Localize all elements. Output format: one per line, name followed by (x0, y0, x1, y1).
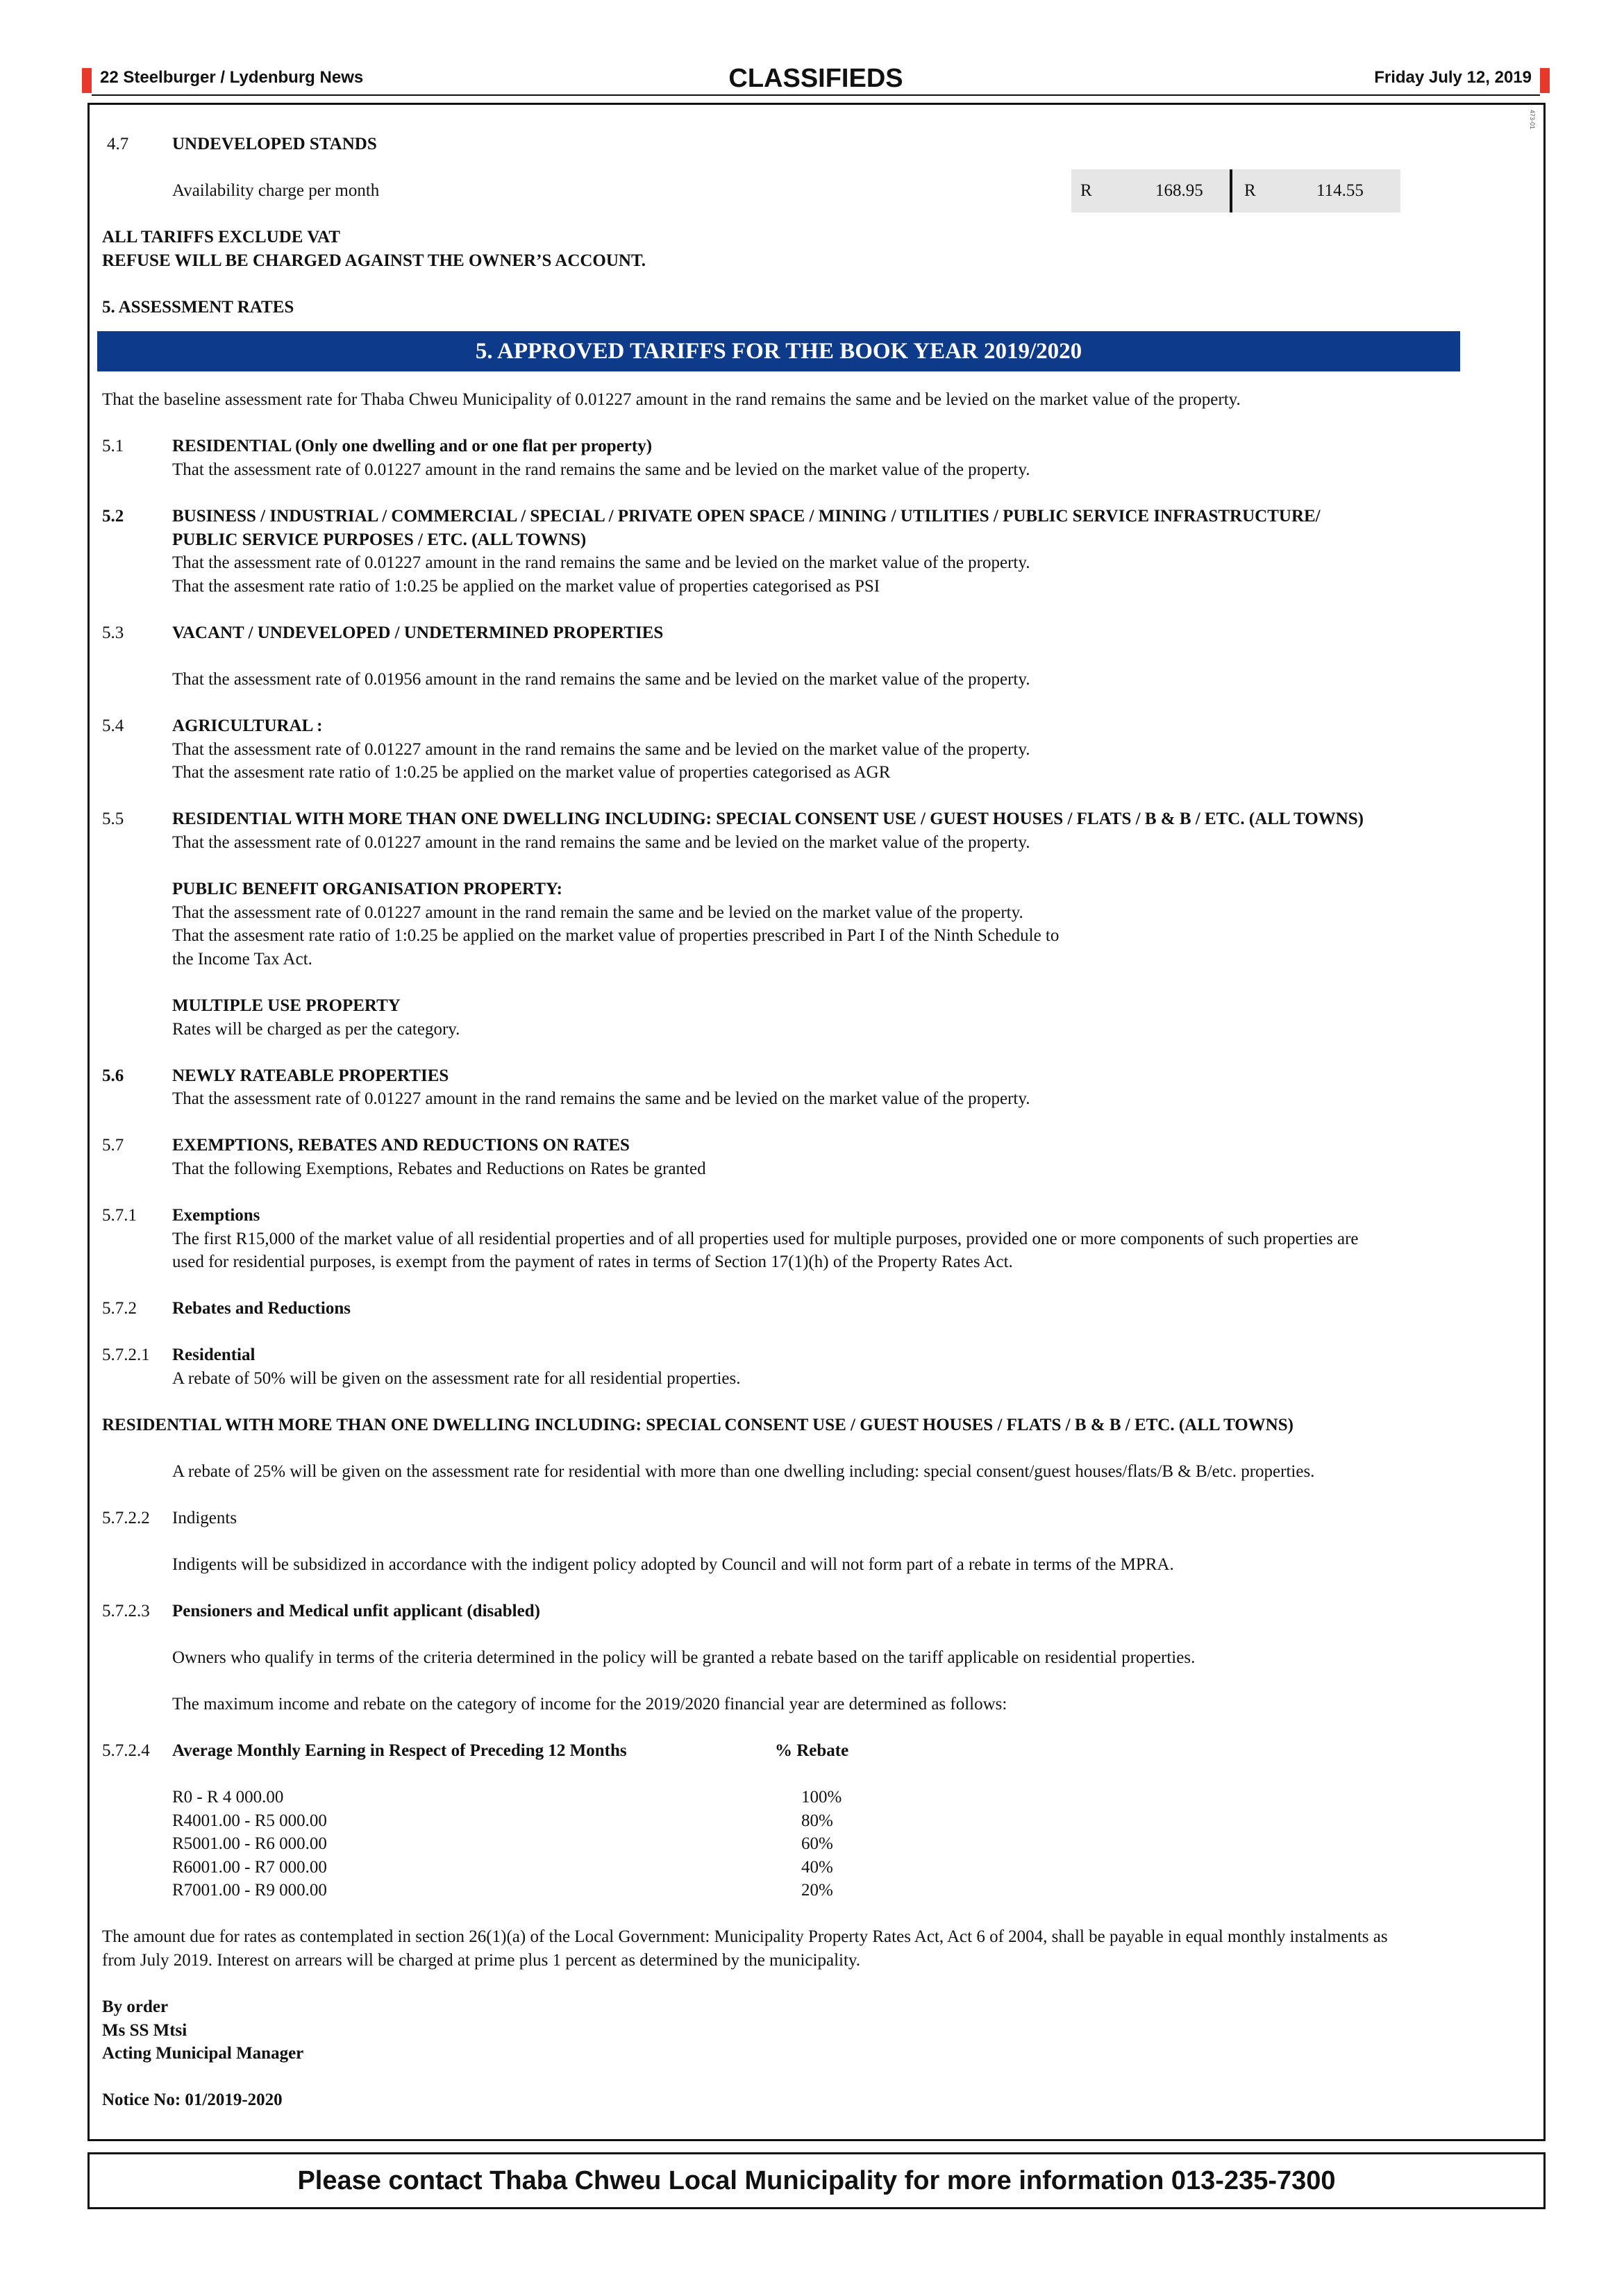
section-number: 5.7.2.4 (102, 1741, 150, 1760)
section-number: 5.7.2.3 (102, 1602, 150, 1620)
contact-footer: Please contact Thaba Chweu Local Municipality for more information 013-235-7300 (87, 2152, 1546, 2209)
table-cell-range: R6001.00 - R7 000.00 (172, 1858, 327, 1877)
section-number: 5.7.2 (102, 1299, 137, 1318)
table-cell-range: R5001.00 - R6 000.00 (172, 1834, 327, 1853)
section-title: Exemptions (172, 1206, 260, 1225)
section-title: Indigents (172, 1509, 237, 1527)
section-text: That the assessment rate of 0.01956 amount in the rand remains the same and be levied on the market value of the property. (172, 670, 1030, 689)
section-text: That the assessment rate of 0.01227 amount in the rand remain the same and be levied on the market value of the property. (172, 903, 1023, 922)
section-title: RESIDENTIAL WITH MORE THAN ONE DWELLING INCLUDING: SPECIAL CONSENT USE / GUEST HOUSES / FLATS / B & B / ETC. (ALL TOWNS) (172, 810, 1364, 828)
page-header (82, 64, 1550, 96)
ad-code: 473-01 (1529, 110, 1536, 130)
section-number: 5.7.1 (102, 1206, 137, 1225)
section-text: The maximum income and rebate on the category of income for the 2019/2020 financial year are determined as follows: (172, 1695, 1007, 1713)
table-cell-rebate: 40% (801, 1858, 833, 1877)
table-header-rebate: % Rebate (775, 1741, 849, 1760)
section-number: 5.6 (102, 1066, 124, 1085)
section-text: Owners who qualify in terms of the criteria determined in the policy will be granted a rebate based on the tariff applicable on residential properties. (172, 1648, 1196, 1667)
section-number: 5.7.2.1 (102, 1346, 150, 1364)
section-text: used for residential purposes, is exempt from the payment of rates in terms of Section 17(1)(h) of the Property Rates Act. (172, 1252, 1013, 1271)
section-number: 5.3 (102, 623, 124, 642)
table-cell-rebate: 60% (801, 1834, 833, 1853)
section-text: That the assesment rate ratio of 1:0.25 be applied on the market value of properties prescribed in Part I of the Ninth Schedule to (172, 926, 1060, 945)
section-title: VACANT / UNDEVELOPED / UNDETERMINED PROPERTIES (172, 623, 664, 642)
tariff-divider (1230, 169, 1232, 212)
section-number: 5.2 (102, 507, 124, 526)
section-text: That the following Exemptions, Rebates and Reductions on Rates be granted (172, 1159, 706, 1178)
subsection-title: PUBLIC BENEFIT ORGANISATION PROPERTY: (172, 880, 562, 898)
currency-label: R (1080, 181, 1092, 200)
section-text: A rebate of 25% will be given on the assessment rate for residential with more than one dwelling including: special consent/guest houses/flats/B & B/etc. properties. (172, 1462, 1315, 1481)
assessment-heading: 5. ASSESSMENT RATES (102, 298, 294, 317)
table-header-earning: Average Monthly Earning in Respect of Preceding 12 Months (172, 1741, 627, 1760)
section-number: 4.7 (107, 135, 129, 153)
vat-note: ALL TARIFFS EXCLUDE VAT (102, 228, 340, 246)
closing-text: from July 2019. Interest on arrears will be charged at prime plus 1 percent as determined by the municipality. (102, 1951, 861, 1970)
section-title: RESIDENTIAL (Only one dwelling and or one flat per property) (172, 437, 653, 455)
publication-name: 22 Steelburger / Lydenburg News (100, 68, 364, 87)
intro-text: That the baseline assessment rate for Thaba Chweu Municipality of 0.01227 amount in the rand remains the same and be levied on the market value of the property. (102, 390, 1241, 409)
section-text: The first R15,000 of the market value of all residential properties and of all properties used for multiple purposes, provided one or more components of such properties are (172, 1230, 1359, 1248)
section-title: NEWLY RATEABLE PROPERTIES (172, 1066, 449, 1085)
table-cell-range: R4001.00 - R5 000.00 (172, 1811, 327, 1830)
section-text: the Income Tax Act. (172, 950, 312, 969)
section-text: That the assessment rate of 0.01227 amount in the rand remains the same and be levied on the market value of the property. (172, 740, 1030, 759)
section-text: That the assessment rate of 0.01227 amount in the rand remains the same and be levied on the market value of the property. (172, 833, 1030, 852)
table-cell-range: R7001.00 - R9 000.00 (172, 1881, 327, 1900)
table-cell-rebate: 100% (801, 1788, 842, 1807)
section-title: AGRICULTURAL : (172, 717, 323, 735)
section-title: Rebates and Reductions (172, 1299, 351, 1318)
charge-label: Availability charge per month (172, 181, 380, 200)
tariff-banner: 5. APPROVED TARIFFS FOR THE BOOK YEAR 2019/2020 (97, 331, 1460, 371)
section-text: That the assesment rate ratio of 1:0.25 be applied on the market value of properties categorised as AGR (172, 763, 891, 782)
tariff-value: 114.55 (1316, 181, 1364, 200)
issue-date: Friday July 12, 2019 (1374, 68, 1532, 87)
section-number: 5.5 (102, 810, 124, 828)
section-title: Residential (172, 1346, 256, 1364)
section-title: Pensioners and Medical unfit applicant (disabled) (172, 1602, 540, 1620)
tariff-cell-1 (1071, 169, 1230, 212)
table-cell-rebate: 80% (801, 1811, 833, 1830)
signatory-title: Acting Municipal Manager (102, 2044, 304, 2063)
section-text: Indigents will be subsidized in accordance with the indigent policy adopted by Council and will not form part of a rebate in terms of the MPRA. (172, 1555, 1174, 1574)
section-title: BUSINESS / INDUSTRIAL / COMMERCIAL / SPECIAL / PRIVATE OPEN SPACE / MINING / UTILITIES / PUBLIC SERVICE INFRASTRUCTURE/ (172, 507, 1321, 526)
section-title: CLASSIFIEDS (728, 64, 903, 93)
section-number: 5.4 (102, 717, 124, 735)
currency-label: R (1244, 181, 1256, 200)
tariff-value: 168.95 (1155, 181, 1203, 200)
section-title: UNDEVELOPED STANDS (172, 135, 377, 153)
section-text: That the assesment rate ratio of 1:0.25 be applied on the market value of properties categorised as PSI (172, 577, 880, 596)
table-cell-range: R0 - R 4 000.00 (172, 1788, 284, 1807)
table-cell-rebate: 20% (801, 1881, 833, 1900)
refuse-note: REFUSE WILL BE CHARGED AGAINST THE OWNER’S ACCOUNT. (102, 251, 646, 270)
section-text: That the assessment rate of 0.01227 amount in the rand remains the same and be levied on the market value of the property. (172, 460, 1030, 479)
section-text: A rebate of 50% will be given on the assessment rate for all residential properties. (172, 1369, 741, 1388)
header-accent-right (1540, 68, 1550, 93)
closing-text: The amount due for rates as contemplated in section 26(1)(a) of the Local Government: Municipality Property Rates Act, Act 6 of 2004, shall be payable in equal monthly instalments as (102, 1927, 1388, 1946)
section-number: 5.7.2.2 (102, 1509, 150, 1527)
section-title: EXEMPTIONS, REBATES AND REDUCTIONS ON RATES (172, 1136, 630, 1155)
notice-number: Notice No: 01/2019-2020 (102, 2090, 283, 2109)
signoff-line: By order (102, 1997, 169, 2016)
signatory-name: Ms SS Mtsi (102, 2021, 187, 2040)
section-number: 5.1 (102, 437, 124, 455)
header-rule (92, 94, 1540, 96)
section-text: That the assessment rate of 0.01227 amount in the rand remains the same and be levied on the market value of the property. (172, 1089, 1030, 1108)
section-title-cont: PUBLIC SERVICE PURPOSES / ETC. (ALL TOWNS) (172, 530, 587, 549)
subsection-title: RESIDENTIAL WITH MORE THAN ONE DWELLING INCLUDING: SPECIAL CONSENT USE / GUEST HOUSES / FLATS / B & B / ETC. (ALL TOWNS) (102, 1416, 1294, 1434)
section-number: 5.7 (102, 1136, 124, 1155)
section-text: That the assessment rate of 0.01227 amount in the rand remains the same and be levied on the market value of the property. (172, 553, 1030, 572)
subsection-title: MULTIPLE USE PROPERTY (172, 996, 401, 1015)
section-text: Rates will be charged as per the category. (172, 1020, 460, 1039)
